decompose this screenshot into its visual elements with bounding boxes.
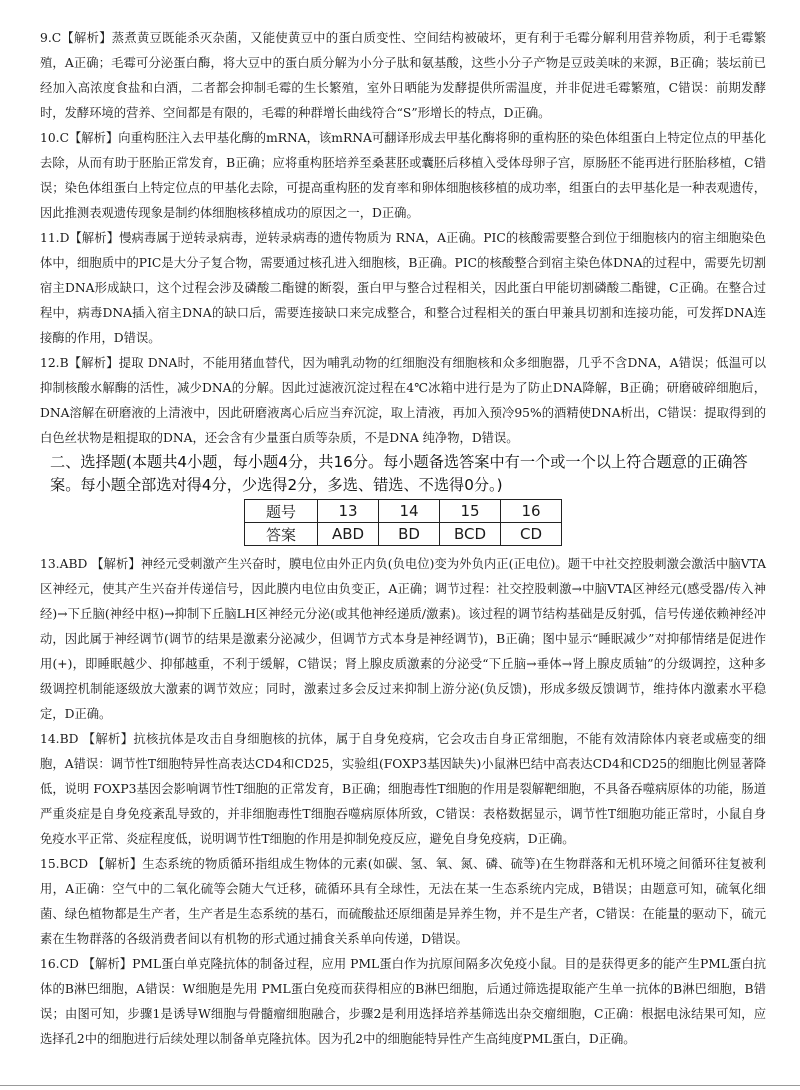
- question-number: 13.: [40, 557, 60, 571]
- table-cell-number: 14: [379, 500, 440, 523]
- question-explanation: BD 【解析】抗核抗体是攻击自身细胞核的抗体，属于自身免疫病，它会攻击自身正常细胞，不能有效清除体内衰老或癌变的细胞，A错误：调节性T细胞特异性高表达CD4和CD25，实验组(FOXP3基因缺失)小鼠淋巴结中高表达CD4和CD25的细胞比例显著降低，说明 FOXP3基因会影响调节性T细胞的正常发育，B正确；细胞毒性T细胞的作用是裂解靶细胞，不具备吞噬病原体的功能，肠道严重炎症是自身免疫紊乱导致的，并非细胞毒性T细胞吞噬病原体所致，C错误：表格数据显示，调节性T细胞功能正常时，小鼠自身免疫水平正常、炎症程度低，说明调节性T细胞的作用是抑制免疫反应，避免自身免疫病，D正确。: [40, 732, 766, 846]
- answer-table: [244, 499, 562, 546]
- table-cell-number: 16: [501, 500, 562, 523]
- question-explanation: BCD 【解析】生态系统的物质循环指组成生物体的元素(如碳、氢、氧、氮、磷、硫等)在生物群落和无机环境之间循环往复被利用，A正确：空气中的二氧化硫等会随大气迁移，硫循环具有全球性，无法在某一生态系统内完成，B错误；由题意可知，硫氧化细菌、绿色植物都是生产者，生产者是生态系统的基石，而硫酸盐还原细菌是异养生物，并不是生产者，C错误：在能量的驱动下，硫元素在生物群落的各级消费者间以有机物的形式通过捕食关系单向传递，D错误。: [40, 857, 766, 946]
- question-number: 12.: [40, 356, 60, 370]
- question-explanation: ABD 【解析】神经元受刺激产生兴奋时，膜电位由外正内负(负电位)变为外负内正(正电位)。题干中社交控股刺激会激活中脑VTA区神经元，使其产生兴奋并传递信号，因此膜内电位由负变正，A正确；调节过程：社交控股刺激→中脑VTA区神经元(感受器/传入神经)→下丘脑(神经中枢)→抑制下丘脑LH区神经元分泌(或其他神经递质/激素)。该过程的调节结构基础是反射弧，信号传递依赖神经冲动，因此属于神经调节(调节的结果是激素分泌减少，但调节方式本身是神经调节)，B正确；图中显示“睡眠减少”对抑郁情绪是促进作用(+)，即睡眠越少、抑郁越重，不利于缓解，C错误；肾上腺皮质激素的分泌受“下丘脑→垂体→肾上腺皮质轴”的分级调控，这种多级调控机制能逐级放大激素的调节效应；同时，激素过多会反过来抑制上游分泌(负反馈)，形成多级反馈调节，维持体内激素水平稳定，D正确。: [40, 557, 766, 721]
- question-number: 14.: [40, 732, 60, 746]
- question-number: 10.: [40, 131, 60, 145]
- question-item-10: [40, 126, 766, 226]
- table-header-answer: 答案: [245, 523, 318, 546]
- question-item-12: [40, 351, 766, 451]
- table-cell-answer: CD: [501, 523, 562, 546]
- question-number: 16.: [40, 957, 60, 971]
- question-item-14: [40, 727, 766, 852]
- table-cell-number: 13: [318, 500, 379, 523]
- question-item-13: [40, 552, 766, 727]
- question-explanation: C【解析】蒸煮黄豆既能杀灭杂菌，又能使黄豆中的蛋白质变性、空间结构被破坏，更有利于毛霉分解利用营养物质，利于毛霉繁殖，A正确；毛霉可分泌蛋白酶，将大豆中的蛋白质分解为小分子肽和氨基酸，这些小分子产物是豆豉美味的来源，B正确；装坛前已经加入高浓度食盐和白酒，二者都会抑制毛霉的生长繁殖，室外日晒能为发酵提供所需温度，并非促进毛霉繁殖，C错误：前期发酵时，发酵环境的营养、空间都是有限的，毛霉的种群增长曲线符合“S”形增长的特点，D正确。: [40, 31, 766, 120]
- question-number: 11.: [40, 231, 60, 245]
- question-item-11: [40, 226, 766, 351]
- question-explanation: B【解析】提取 DNA时，不能用猪血替代，因为哺乳动物的红细胞没有细胞核和众多细胞器，几乎不含DNA，A错误；低温可以抑制核酸水解酶的活性，减少DNA的分解。因此过滤液沉淀过程在4℃冰箱中进行是为了防止DNA降解，B正确；研磨破碎细胞后，DNA溶解在研磨液的上清液中，因此研磨液离心后应当弃沉淀，取上清液，再加入预冷95%的酒精使DNA析出，C错误：提取得到的白色丝状物是粗提取的DNA，还会含有少量蛋白质等杂质，不是DNA 纯净物，D错误。: [40, 356, 766, 445]
- table-cell-number: 15: [440, 500, 501, 523]
- table-cell-answer: BCD: [440, 523, 501, 546]
- question-item-16: [40, 952, 766, 1052]
- questions-part-2: [40, 552, 766, 1052]
- bottom-divider: [0, 1085, 800, 1086]
- table-row-answers: [245, 523, 562, 546]
- table-cell-answer: BD: [379, 523, 440, 546]
- section-heading: 二、选择题(本题共4小题，每小题4分，共16分。每小题备选答案中有一个或一个以上符合题意的正确答案。每小题全部选对得4分，少选得2分，多选、错选、不选得0分。): [50, 453, 748, 494]
- question-explanation: C【解析】向重构胚注入去甲基化酶的mRNA，该mRNA可翻译形成去甲基化酶将卵的重构胚的染色体组蛋白上特定位点的甲基化去除，从而有助于胚胎正常发育，B正确；应将重构胚培养至桑葚胚或囊胚后移植入受体母卵子宫，原肠胚不能再进行胚胎移植，C错误；染色体组蛋白上特定位点的甲基化去除，可提高重构胚的发育率和卵体细胞核移植的成功率，组蛋白的去甲基化是一种表观遗传，因此推测表观遗传现象是制约体细胞核移植成功的原因之一，D正确。: [40, 131, 766, 220]
- question-item-9: [40, 26, 766, 126]
- table-header-question-number: 题号: [245, 500, 318, 523]
- question-number: 9.: [40, 31, 52, 45]
- table-cell-answer: ABD: [318, 523, 379, 546]
- question-explanation: CD 【解析】PML蛋白单克隆抗体的制备过程，应用 PML蛋白作为抗原间隔多次免疫小鼠。目的是获得更多的能产生PML蛋白抗体的B淋巴细胞，A错误：W细胞是先用 PML蛋白免疫而获得相应的B淋巴细胞，后通过筛选提取能产生单一抗体的B淋巴细胞，B错误；由图可知，步骤1是诱导W细胞与骨髓瘤细胞融合，步骤2是利用选择培养基筛选出杂交瘤细胞，C正确：根据电泳结果可知，应选择孔2中的细胞进行后续处理以制备单克隆抗体。因为孔2中的细胞能特异性产生高纯度PML蛋白，D正确。: [40, 957, 766, 1046]
- question-explanation: D【解析】慢病毒属于逆转录病毒，逆转录病毒的遗传物质为 RNA，A正确。PIC的核酸需要整合到位于细胞核内的宿主细胞染色体中，细胞质中的PIC是大分子复合物，需要通过核孔进入细胞核，B正确。PIC的核酸整合到宿主染色体DNA的过程中，需要先切割宿主DNA形成缺口，这个过程会涉及磷酸二酯键的断裂，蛋白甲与整合过程相关，因此蛋白甲能切割磷酸二酯键，C正确。在整合过程中，病毒DNA插入宿主DNA的缺口后，需要连接缺口来完成整合，和整合过程相关的蛋白甲兼具切割和连接功能，可发挥DNA连接酶的作用，D错误。: [40, 231, 766, 345]
- answer-table-wrapper: [40, 499, 766, 546]
- table-row-numbers: [245, 500, 562, 523]
- question-item-15: [40, 852, 766, 952]
- question-number: 15.: [40, 857, 60, 871]
- questions-part-1: [40, 26, 766, 451]
